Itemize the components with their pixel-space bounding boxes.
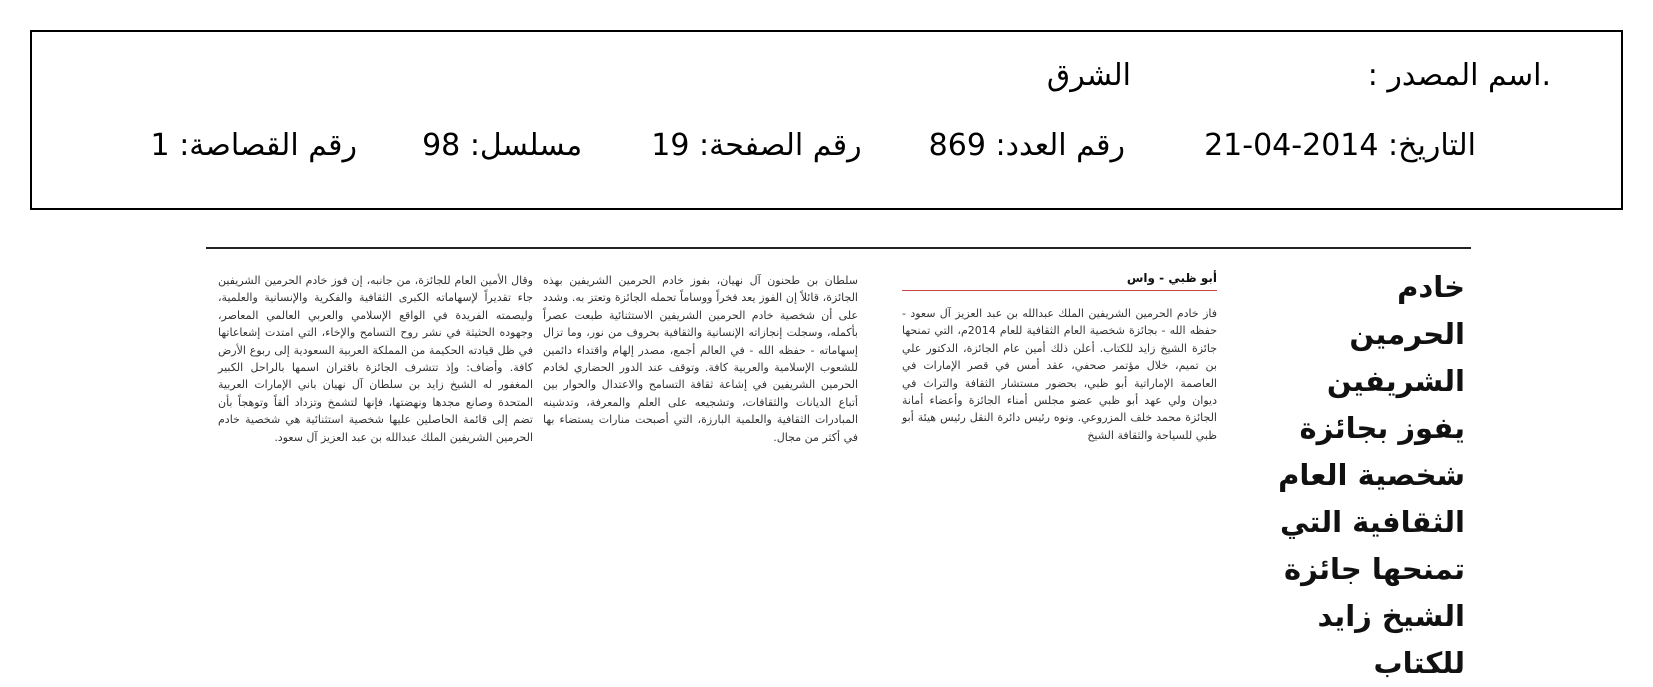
- byline-divider: [902, 290, 1217, 291]
- page-label: رقم الصفحة:: [699, 128, 862, 163]
- article-column-1: [902, 305, 1217, 444]
- issue-label: رقم العدد:: [995, 128, 1125, 163]
- article-headline: خادم الحرمين الشريفين يفوز بجائزة شخصية العام الثقافية التي تمنحها جائزة الشيخ زايد للكتاب: [1278, 270, 1465, 680]
- clip-label: رقم القصاصة:: [179, 128, 357, 163]
- clipping-info-box: [30, 30, 1623, 210]
- serial-value: 98: [422, 128, 461, 163]
- serial-label: مسلسل:: [469, 128, 583, 163]
- meta-line: [151, 128, 1476, 163]
- issue-value: 869: [928, 128, 986, 163]
- source-label: .اسم المصدر :: [1367, 58, 1551, 93]
- source-name: الشرق: [1046, 58, 1131, 93]
- article-column-3: [218, 272, 533, 446]
- column-2-text: سلطان بن طحنون آل نهيان، بفوز خادم الحرمين الشريفين بهذه الجائزة، قائلاً إن الفوز يعد فخراً ووساماً تحمله الجائزة وتعتز به. وشدد على أن شخصية خادم الحرمين الشريفين الاستثنائية طبعت عصراً بأكمله، وسجلت إنجازاته الإنسانية والثقافية بحروف من نور، وما تزال إسهاماته - حفظه الله - في العالم أجمع، مصدر إلهام واقتداء دائمين للشعوب الإسلامية والعربية كافة. وتوقف عند الدور الحضاري لخادم الحرمين الشريفين في إشاعة ثقافة التسامح والاعتدال والحوار بين أتباع الديانات والثقافات، وتشجيعه على العلم والمعرفة، وتدشينه المبادرات الثقافية والعلمية البارزة، التي أصبحت منارات يستضاء بها في أكثر من مجال.: [543, 274, 858, 444]
- column-1-text: فاز خادم الحرمين الشريفين الملك عبدالله بن عبد العزيز آل سعود - حفظه الله - بجائزة شخصية العام الثقافية للعام 2014م، التي تمنحها جائزة الشيخ زايد للكتاب. أعلن ذلك أمين عام الجائزة، الدكتور علي بن تميم، خلال مؤتمر صحفي، عقد أمس في قصر الإمارات في العاصمة الإماراتية أبو ظبي، بحضور مستشار الثقافة والتراث في ديوان ولي عهد أبو ظبي عضو مجلس أمناء الجائزة وأعضاء أمانة الجائزة محمد خلف المزروعي. ونوه رئيس دائرة النقل رئيس هيئة أبو ظبي للسياحة والثقافة الشيخ: [902, 307, 1217, 442]
- page-value: 19: [651, 128, 690, 163]
- article-column-2: [543, 272, 858, 446]
- article-top-rule: [206, 247, 1471, 249]
- article-byline: أبو ظبي - واس: [1126, 271, 1217, 285]
- clip-value: 1: [150, 128, 170, 163]
- date-value: 2014-04-21: [1204, 128, 1379, 163]
- date-label: التاريخ:: [1388, 128, 1476, 163]
- column-3-text: وقال الأمين العام للجائزة، من جانبه، إن فوز خادم الحرمين الشريفين جاء تقديراً لإسهاماته الكبرى الثقافية والفكرية والإنسانية والعلمية، وليصمته الفريدة في الواقع الإسلامي والعربي العالمي المعاصر، وجهوده الحثيثة في نشر روح التسامح والإخاء، التي امتدت إشعاعاتها في ظل قيادته الحكيمة من المملكة العربية السعودية إلى ربوع الأرض كافة. وأضاف: وإذ تتشرف الجائزة باقتران اسمها بالراحل الكبير المغفور له الشيخ زايد بن سلطان آل نهيان باني الإمارات العربية المتحدة وصانع مجدها ونهضتها، فإنها لتشمخ وتزداد ألقاً وتوهجاً بأن تضم إلى قائمة الحاصلين عليها شخصية استثنائية هي شخصية خادم الحرمين الشريفين الملك عبدالله بن عبد العزيز آل سعود.: [218, 274, 533, 444]
